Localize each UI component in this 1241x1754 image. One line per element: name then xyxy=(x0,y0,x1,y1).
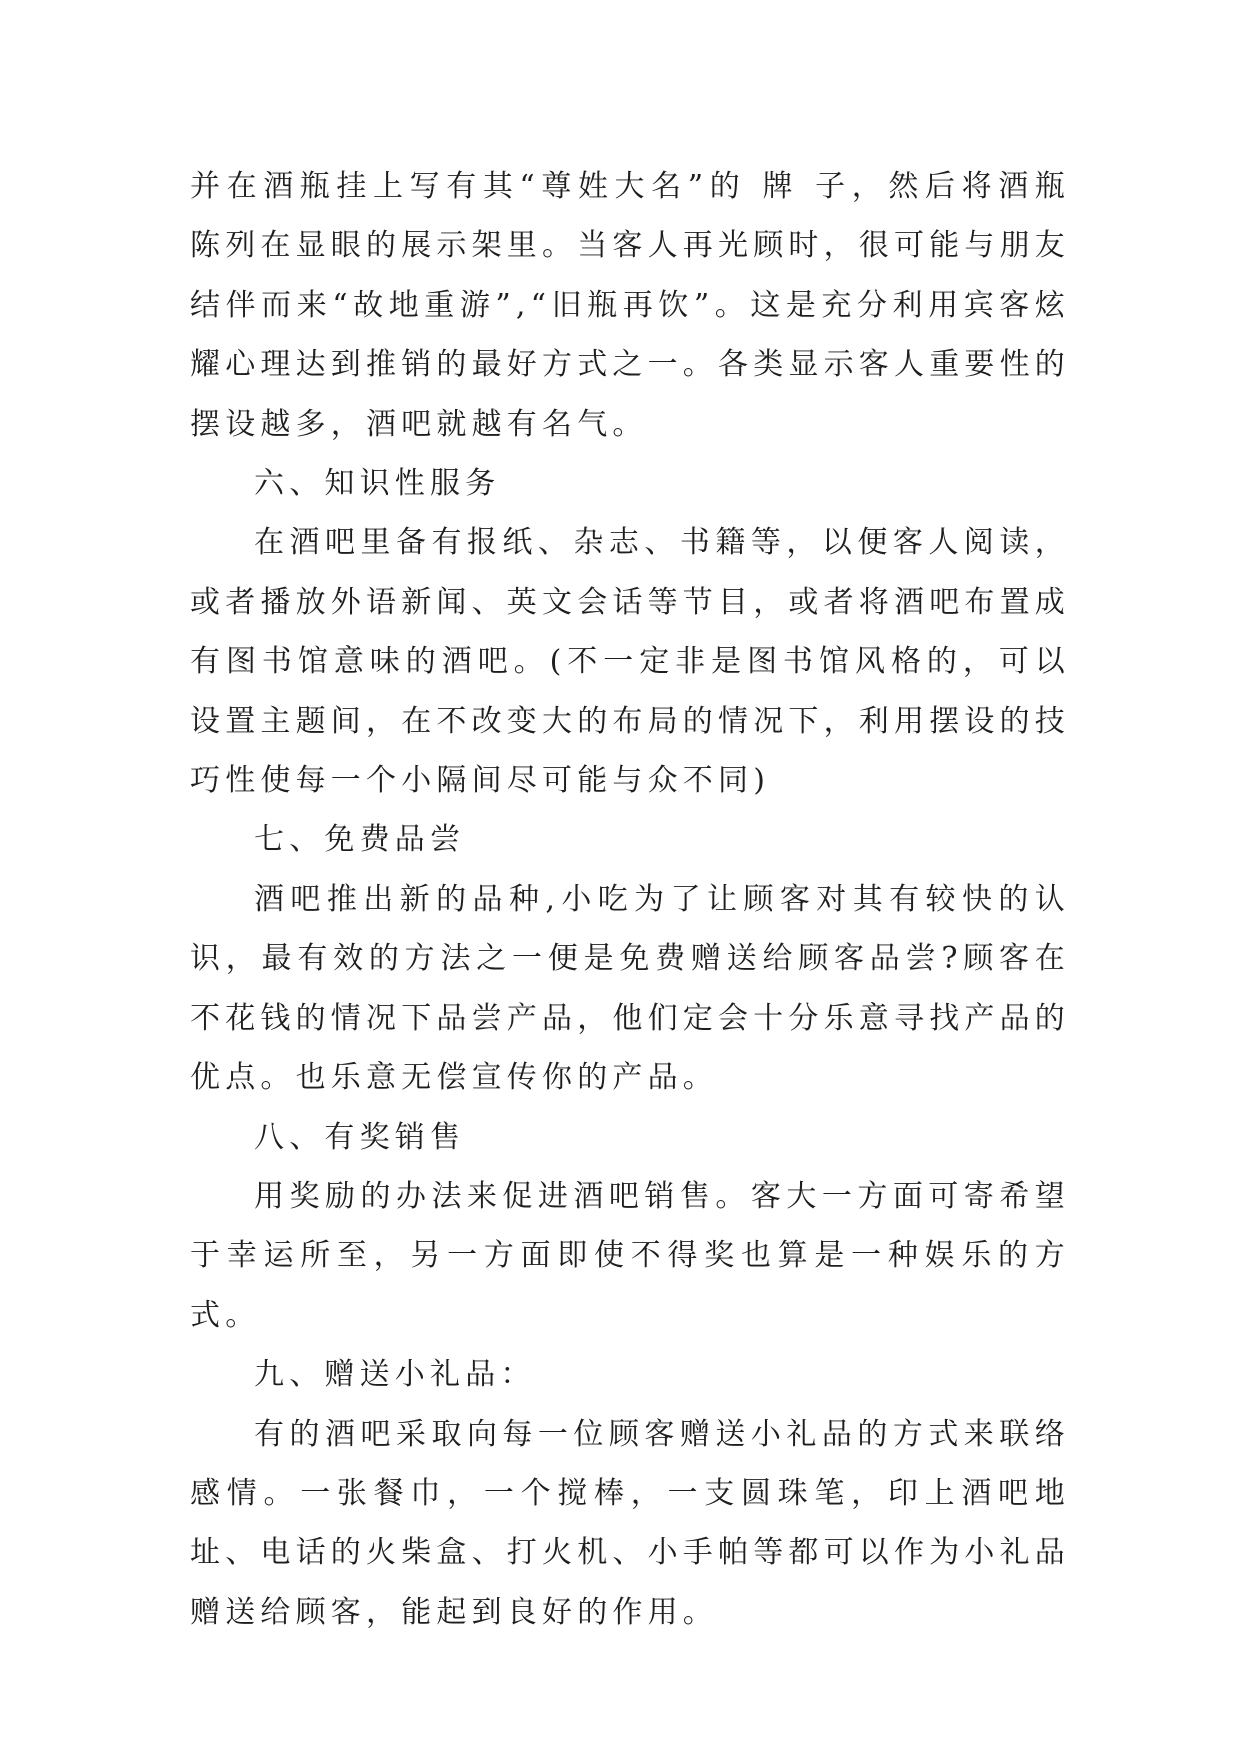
paragraph-knowledge-service: 在酒吧里备有报纸、杂志、书籍等，以便客人阅读，或者播放外语新闻、英文会话等节目，或者将酒吧布置成有图书馆意味的酒吧。(不一定非是图书馆风格的，可以设置主题间，在不改变大的布局的情况下，利用摆设的技巧性使每一个小隔间尽可能与众不同) xyxy=(190,525,1070,799)
section-heading-8: 八、有奖销售 xyxy=(254,1119,466,1155)
paragraph-small-gifts: 有的酒吧采取向每一位顾客赠送小礼品的方式来联络感情。一张餐巾，一个搅棒，一支圆珠笔，印上酒吧地址、电话的火柴盒、打火机、小手帕等都可以作为小礼品赠送给顾客，能起到良好的作用。 xyxy=(190,1416,1070,1630)
paragraph-free-tasting: 酒吧推出新的品种,小吃为了让顾客对其有较快的认识，最有效的方法之一便是免费赠送给顾客品尝?顾客在不花钱的情况下品尝产品，他们定会十分乐意寻找产品的优点。也乐意无偿宣传你的产品。 xyxy=(190,881,1070,1096)
section-heading-7: 七、免费品尝 xyxy=(254,822,466,858)
section-heading-6: 六、知识性服务 xyxy=(254,466,501,502)
section-heading-9: 九、赠送小礼品： xyxy=(254,1357,536,1393)
document-body xyxy=(190,157,1070,1642)
paragraph-continued: 并在酒瓶挂上写有其“尊姓大名”的 牌 子，然后将酒瓶陈列在显眼的展示架里。当客人再光顾时，很可能与朋友结伴而来“故地重游”,“旧瓶再饮”。这是充分利用宾客炫耀心理达到推销的最好方式之一。各类显示客人重要性的摆设越多，酒吧就越有名气。 xyxy=(190,169,1070,442)
paragraph-prize-sales: 用奖励的办法来促进酒吧销售。客大一方面可寄希望于幸运所至，另一方面即使不得奖也算是一种娱乐的方式。 xyxy=(190,1178,1070,1333)
